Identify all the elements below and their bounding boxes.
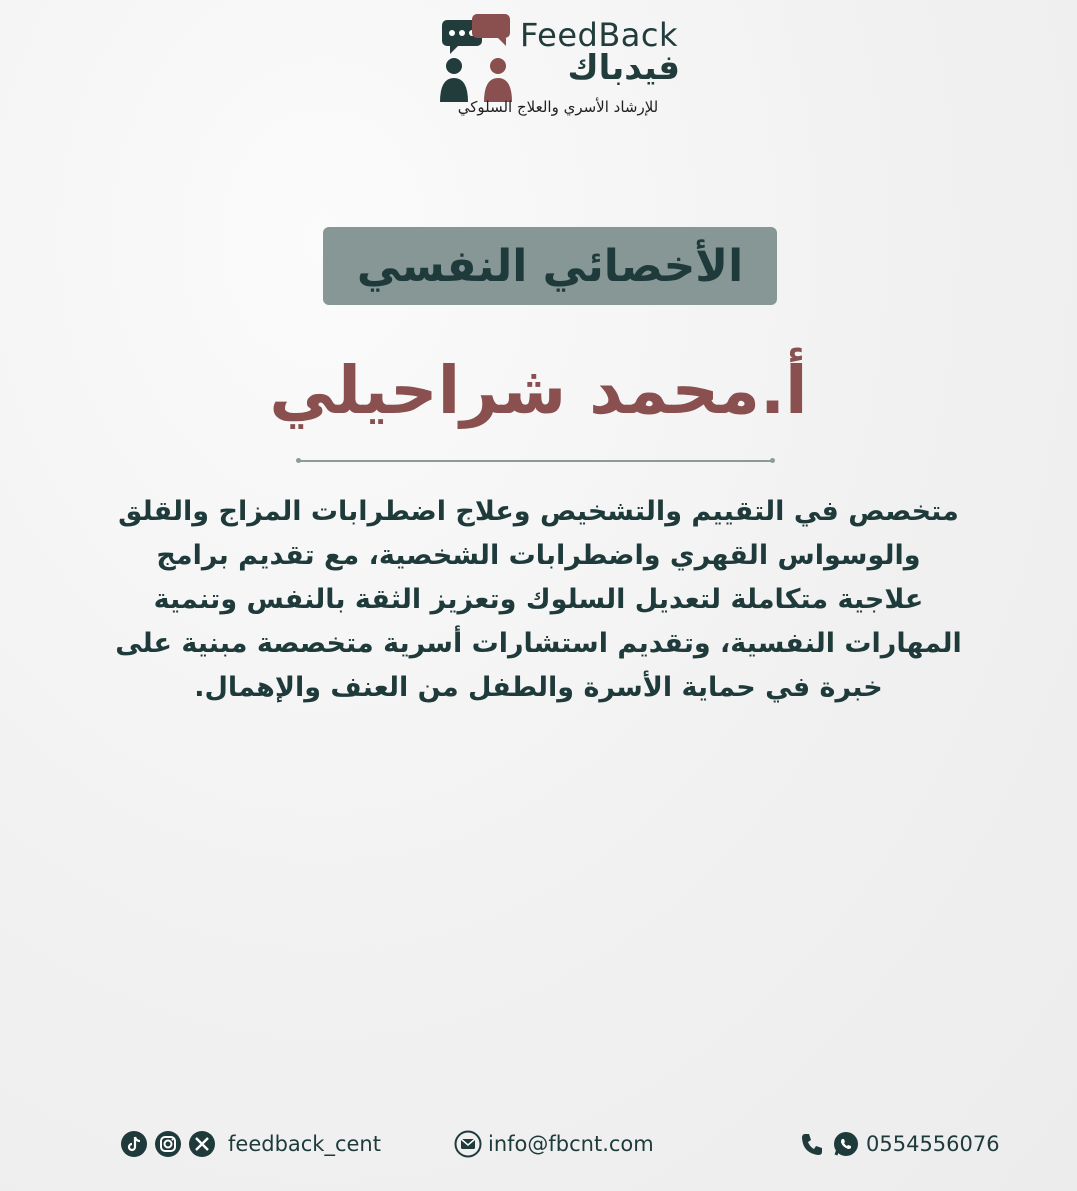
role-banner bbox=[323, 227, 777, 305]
social-footer bbox=[120, 1126, 381, 1162]
tiktok-icon[interactable] bbox=[120, 1130, 148, 1158]
social-handle[interactable]: feedback_cent bbox=[228, 1132, 381, 1156]
logo-tagline: للإرشاد الأسري والعلاج السلوكي bbox=[457, 98, 659, 116]
phone-number[interactable]: 0554556076 bbox=[866, 1132, 1000, 1156]
divider bbox=[298, 460, 773, 462]
logo-name-en: FeedBack bbox=[520, 16, 679, 54]
logo-name-ar: فيدباك bbox=[567, 48, 680, 88]
bio-text: متخصص في التقييم والتشخيص وعلاج اضطرابات المزاج والقلق والوسواس القهري واضطرابات الشخصية، مع تقديم برامج علاجية متكاملة لتعديل السلوك وتعزيز الثقة بالنفس وتنمية المهارات النفسية، وتقديم استشارات أسرية متخصصة مبنية على خبرة في حماية الأسرة والطفل من العنف والإهمال. bbox=[115, 496, 962, 703]
logo bbox=[436, 8, 686, 126]
x-icon[interactable] bbox=[188, 1130, 216, 1158]
specialist-name: أ.محمد شراحيلي bbox=[269, 352, 808, 429]
email-address[interactable]: info@fbcnt.com bbox=[488, 1132, 654, 1156]
whatsapp-icon bbox=[832, 1130, 860, 1158]
email-icon bbox=[454, 1130, 482, 1158]
phone-icon bbox=[798, 1130, 826, 1158]
role-title: الأخصائي النفسي bbox=[356, 240, 744, 292]
instagram-icon[interactable] bbox=[154, 1130, 182, 1158]
phone-footer bbox=[798, 1126, 1000, 1162]
email-footer bbox=[454, 1126, 654, 1162]
logo-people-icon bbox=[436, 14, 518, 104]
